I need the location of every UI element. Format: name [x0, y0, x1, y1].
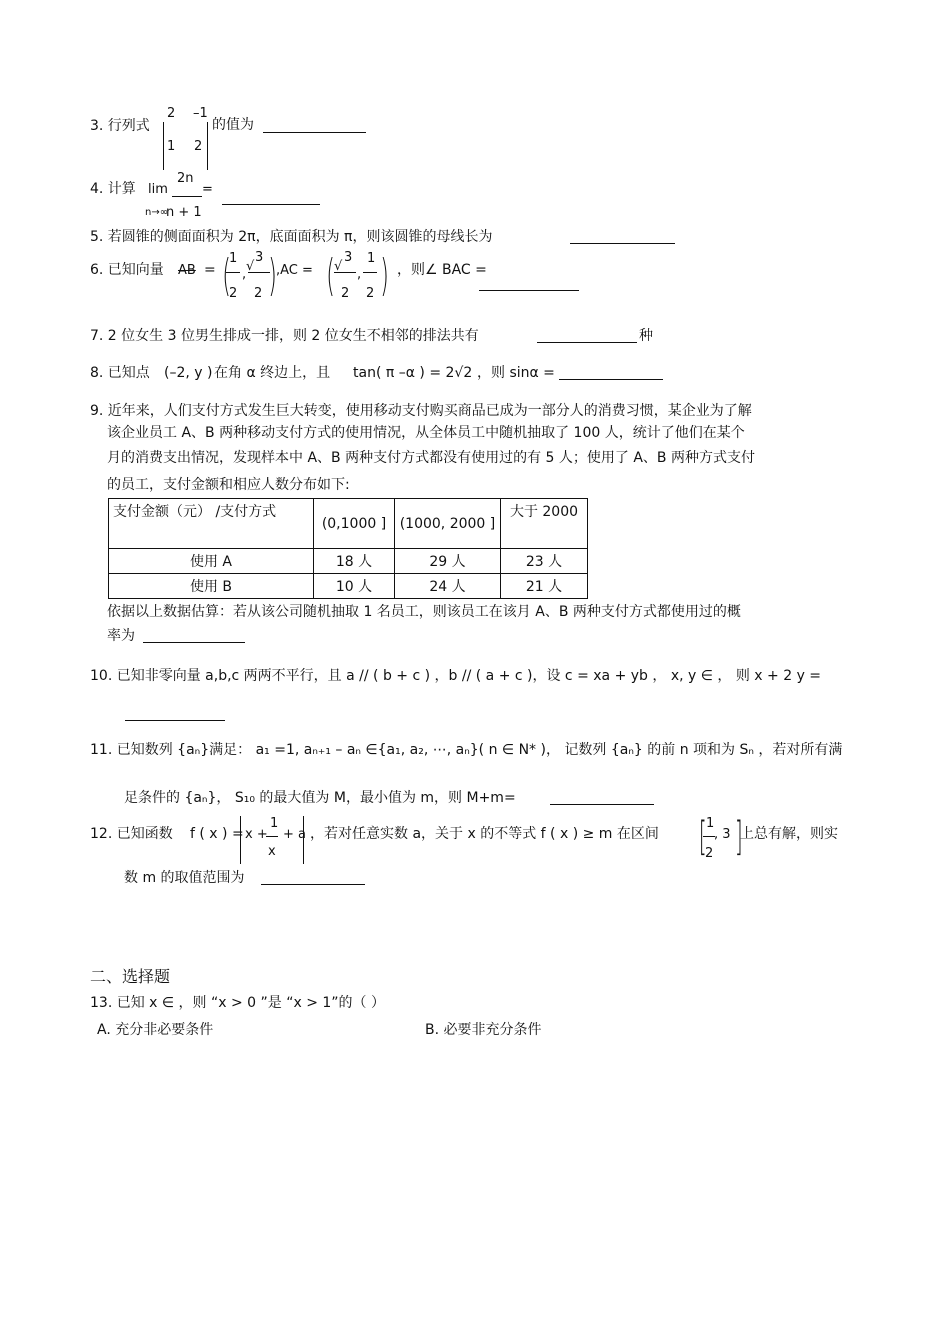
q6-answer-blank[interactable] — [479, 276, 579, 291]
paren-right-2: ) — [380, 250, 389, 301]
det-right-bar — [207, 122, 208, 170]
frac2-bar — [248, 272, 270, 273]
sqrt-1: √ — [246, 259, 255, 274]
lim-denominator: n + 1 — [166, 205, 202, 220]
paren-left-1: ( — [222, 250, 231, 301]
abs-frac-den: x — [268, 844, 276, 859]
vector-ab: AB — [178, 263, 196, 278]
frac3-bar — [334, 272, 356, 273]
q4-label: 4. 计算 — [90, 181, 136, 197]
q5-answer-blank[interactable] — [570, 229, 675, 244]
frac1-num: 1 — [229, 251, 238, 266]
q9-line3: 月的消费支出情况，发现样本中 A、B 两种支付方式都没有使用过的有 5 人；使用了 A、B 两种方式支付 — [107, 450, 755, 466]
q13-option-a[interactable]: A. 充分非必要条件 — [97, 1022, 214, 1038]
det-m21: 1 — [167, 139, 176, 154]
paren-left-2: ( — [326, 250, 335, 301]
q7-unit: 种 — [639, 328, 653, 344]
q12-line2: 数 m 的取值范围为 — [124, 870, 245, 886]
q12-mid: ，若对任意实数 a，关于 x 的不等式 f ( x ) ≥ m 在区间 — [310, 826, 659, 842]
abs-frac-num: 1 — [270, 816, 279, 831]
frac3-num: 3 — [344, 250, 353, 265]
comma-1: , — [242, 267, 247, 282]
table-cell: 10 人 — [314, 574, 395, 599]
q11-answer-blank[interactable] — [550, 790, 654, 805]
q11-line2: 足条件的 {aₙ}， S₁₀ 的最大值为 M，最小值为 m，则 M+m= — [124, 790, 516, 806]
q9-line2: 该企业员工 A、B 两种移动支付方式的使用情况，从全体员工中随机抽取了 100 人，统计了他们在某个 — [107, 425, 745, 441]
det-left-bar — [163, 122, 164, 170]
abs-x: x + — [245, 827, 268, 842]
frac2-den: 2 — [254, 286, 263, 301]
q7-answer-blank[interactable] — [537, 328, 637, 343]
q4-answer-blank[interactable] — [222, 190, 320, 205]
frac1-bar — [226, 272, 240, 273]
q9-line5: 依据以上数据估算：若从该公司随机抽取 1 名员工，则该员工在该月 A、B 两种支付方式都使用过的概 — [107, 604, 741, 620]
sqrt-2: √ — [334, 259, 343, 274]
table-header-cell: (0,1000 ] — [314, 499, 395, 549]
q8-tail: ，则 sinα = — [477, 365, 555, 381]
table-cell: 23 人 — [501, 549, 588, 574]
lim-fraction-bar — [172, 196, 202, 197]
q8-point: (–2, y ) — [164, 365, 213, 381]
abs-left-bar — [240, 816, 241, 864]
lim-subscript: n→∞ — [145, 207, 169, 218]
q3-label: 3. 行列式 — [90, 118, 150, 134]
payment-distribution-table — [108, 498, 588, 599]
paren-right-1: ) — [268, 250, 277, 301]
q9-line4: 的员工，支付金额和相应人数分布如下: — [107, 477, 350, 493]
frac1-den: 2 — [229, 286, 238, 301]
q10-answer-blank[interactable] — [125, 706, 225, 721]
det-m11: 2 — [167, 106, 176, 121]
q10-text: 10. 已知非零向量 a,b,c 两两不平行，且 a // ( b + c ) ，b // ( a + c )，设 c = xa + yb ， x, y ∈ ， 则 x + 2 y = — [90, 668, 822, 684]
interval-left-bracket: [ — [698, 814, 707, 860]
q12-func: f ( x ) = — [190, 826, 244, 842]
q13-text: 13. 已知 x ∈ ，则 “x > 0 ”是 “x > 1”的（ ） — [90, 995, 386, 1011]
table-row-label: 使用 A — [109, 549, 314, 574]
vector-ac: ,AC = — [276, 263, 313, 278]
section-title: 二、选择题 — [90, 967, 171, 986]
q6-label: 6. 已知向量 — [90, 262, 164, 278]
q12-tail: 上总有解，则实 — [740, 826, 838, 842]
q8-answer-blank[interactable] — [559, 365, 663, 380]
q9-line1: 9. 近年来，人们支付方式发生巨大转变，使用移动支付购买商品已成为一部分人的消费习惯，某企业为了解 — [90, 403, 752, 419]
table-cell: 21 人 — [501, 574, 588, 599]
table-header-cell: (1000, 2000 ] — [395, 499, 501, 549]
det-m12: –1 — [193, 106, 208, 121]
table-cell: 24 人 — [395, 574, 501, 599]
q8-label: 8. 已知点 — [90, 365, 150, 381]
q6-tail: ，则∠ BAC = — [397, 262, 487, 278]
interval-right-bracket: ] — [734, 814, 743, 860]
q12-label: 12. 已知函数 — [90, 826, 173, 842]
abs-frac-bar — [266, 836, 278, 837]
comma-2: , — [357, 267, 362, 282]
det-m22: 2 — [194, 139, 203, 154]
table-row-label: 使用 B — [109, 574, 314, 599]
lim-numerator: 2n — [177, 171, 194, 186]
frac4-den: 2 — [366, 286, 375, 301]
frac4-bar — [363, 272, 377, 273]
q6-eq1: = — [204, 262, 216, 278]
q5-text: 5. 若圆锥的侧面面积为 2π，底面面积为 π，则该圆锥的母线长为 — [90, 229, 493, 245]
frac2-num: 3 — [255, 250, 264, 265]
q11-line1: 11. 已知数列 {aₙ}满足： a₁ =1, aₙ₊₁ – aₙ ∈{a₁, a₂, ⋯, aₙ}( n ∈ N* )， 记数列 {aₙ} 的前 n 项和为 Sₙ ，若对所有满 — [90, 742, 843, 758]
q8-mid: 在角 α 终边上，且 — [214, 365, 331, 381]
table-cell: 29 人 — [395, 549, 501, 574]
q13-option-b[interactable]: B. 必要非充分条件 — [425, 1022, 542, 1038]
q3-answer-blank[interactable] — [263, 118, 366, 133]
frac3-den: 2 — [341, 286, 350, 301]
frac4-num: 1 — [367, 251, 376, 266]
table-header-cell: 支付金额（元） /支付方式 — [109, 499, 314, 549]
interval-frac-den: 2 — [705, 846, 714, 861]
lim-equals: = — [202, 182, 213, 197]
interval-upper: , 3 — [714, 827, 731, 842]
q8-tan: tan( π –α ) = 2√2 — [353, 365, 473, 381]
q9-line6: 率为 — [107, 628, 135, 644]
interval-frac-num: 1 — [706, 816, 715, 831]
lim-symbol: lim — [148, 182, 168, 197]
q3-suffix: 的值为 — [212, 117, 254, 133]
table-header-cell: 大于 2000 — [501, 499, 588, 549]
abs-a: + a — [283, 827, 306, 842]
table-cell: 18 人 — [314, 549, 395, 574]
q9-answer-blank[interactable] — [143, 628, 245, 643]
abs-right-bar — [303, 816, 304, 864]
q7-text: 7. 2 位女生 3 位男生排成一排，则 2 位女生不相邻的排法共有 — [90, 328, 479, 344]
q12-answer-blank[interactable] — [261, 870, 365, 885]
